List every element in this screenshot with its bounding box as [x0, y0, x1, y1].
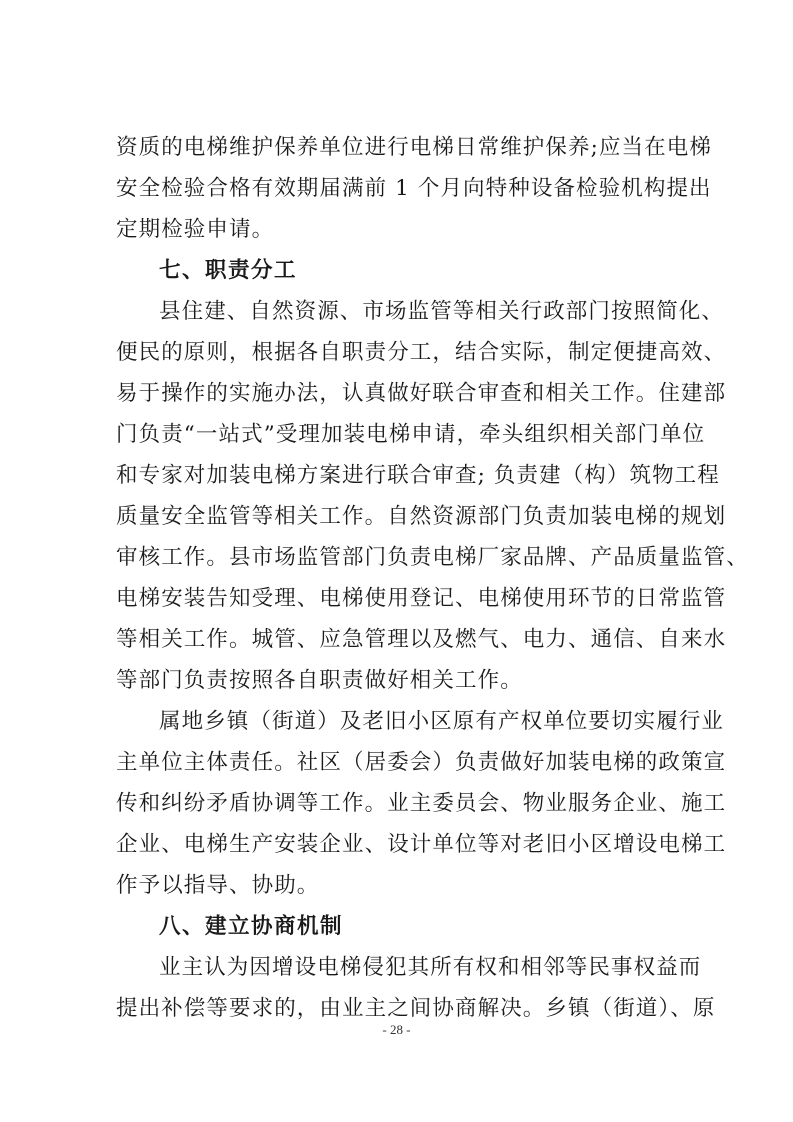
paragraph-line: 资质的电梯维护保养单位进行电梯日常维护保养;应当在电梯: [116, 135, 712, 160]
paragraph-line: 县住建、自然资源、市场监管等相关行政部门按照简化、: [159, 299, 725, 324]
section-heading-eight: 八、建立协商机制: [159, 914, 344, 939]
paragraph-line: 质量安全监管等相关工作。自然资源部门负责加装电梯的规划: [116, 504, 727, 529]
paragraph-line: 安全检验合格有效期届满前 1 个月向特种设备检验机构提出: [116, 176, 712, 201]
paragraph-line: 易于操作的实施办法，认真做好联合审查和相关工作。住建部: [116, 381, 727, 406]
page-number: - 28 -: [382, 1022, 411, 1037]
section-heading-seven: 七、职责分工: [159, 258, 298, 283]
paragraph-line: 传和纠纷矛盾协调等工作。业主委员会、物业服务企业、施工: [116, 791, 727, 816]
paragraph-line: 作予以指导、协助。: [116, 873, 320, 898]
paragraph-line: 门负责“一站式”受理加装电梯申请，牵头组织相关部门单位: [116, 422, 706, 447]
paragraph-line: 电梯安装告知受理、电梯使用登记、电梯使用环节的日常监管: [116, 586, 727, 611]
paragraph-line: 等相关工作。城管、应急管理以及燃气、电力、通信、自来水: [116, 627, 727, 652]
paragraph-line: 审核工作。县市场监管部门负责电梯厂家品牌、产品质量监管、: [116, 545, 749, 570]
paragraph-line: 定期检验申请。: [116, 217, 275, 242]
paragraph-line: 等部门负责按照各自职责做好相关工作。: [116, 668, 523, 693]
paragraph-line: 和专家对加装电梯方案进行联合审查; 负责建（构）筑物工程: [116, 463, 720, 488]
paragraph-line: 企业、电梯生产安装企业、设计单位等对老旧小区增设电梯工: [116, 832, 727, 857]
paragraph-line: 业主认为因增设电梯侵犯其所有权和相邻等民事权益而: [159, 955, 702, 980]
paragraph-line: 提出补偿等要求的，由业主之间协商解决。乡镇（街道）、原: [116, 996, 716, 1021]
paragraph-line: 便民的原则，根据各自职责分工，结合实际，制定便捷高效、: [116, 340, 727, 365]
paragraph-line: 主单位主体责任。社区（居委会）负责做好加装电梯的政策宣: [116, 750, 727, 775]
paragraph-line: 属地乡镇（街道）及老旧小区原有产权单位要切实履行业: [159, 709, 725, 734]
